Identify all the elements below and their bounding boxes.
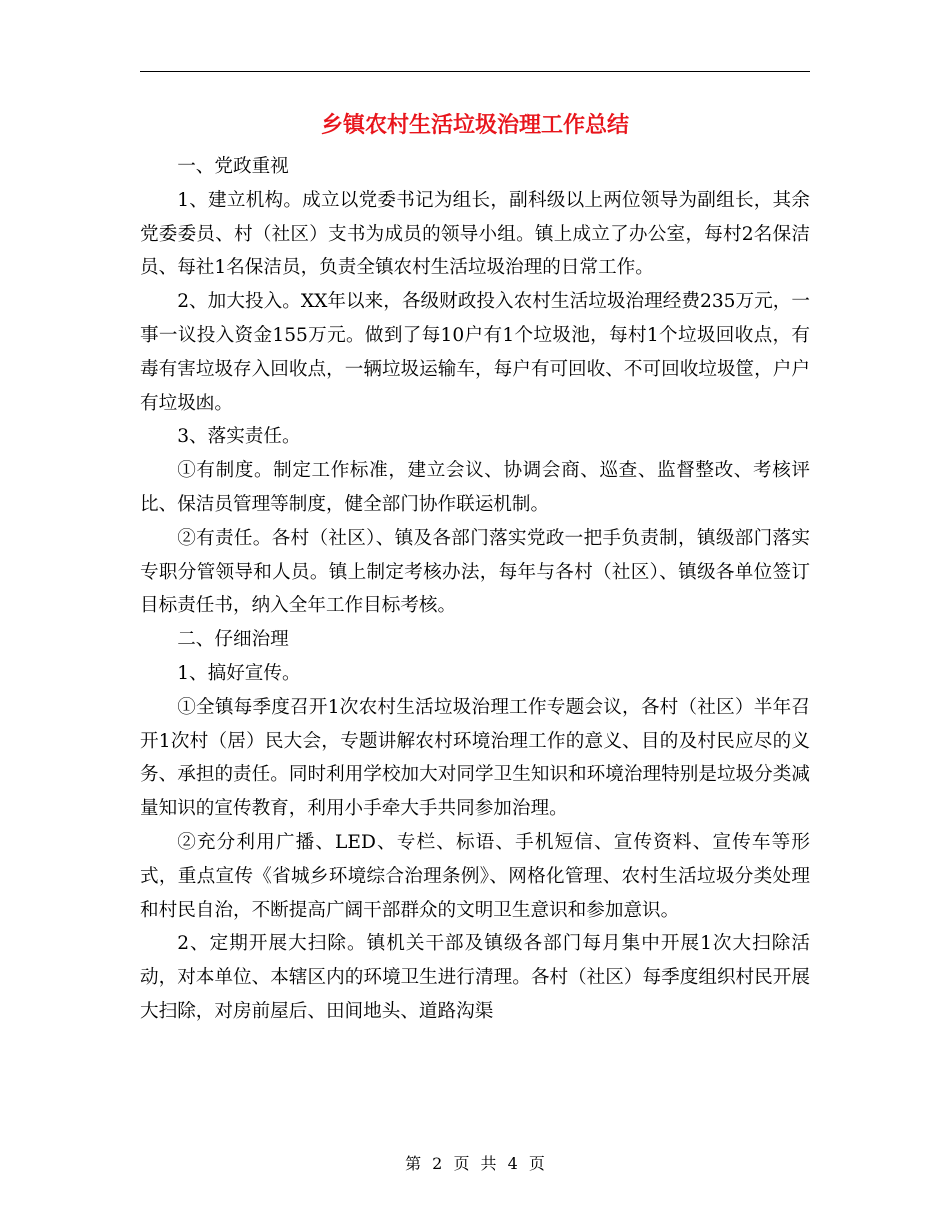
paragraph-regular-cleanup: 2、定期开展大扫除。镇机关干部及镇级各部门每月集中开展1次大扫除活动，对本单位、本辖区内的环境卫生进行清理。各村（社区）每季度组织村民开展大扫除，对房前屋后、田间地头、道路沟渠 (140, 933, 810, 1022)
paragraph-establish-organization: 1、建立机构。成立以党委书记为组长，副科级以上两位领导为副组长，其余党委委员、村（社区）支书为成员的领导小组。镇上成立了办公室，每村2名保洁员、每社1名保洁员，负责全镇农村生活垃圾治理的日常工作。 (140, 189, 810, 279)
document-body (140, 150, 810, 1029)
paragraph-has-responsibility: ②有责任。各村（社区）、镇及各部门落实党政一把手负责制，镇级部门落实专职分管领导和人员。镇上制定考核办法，每年与各村（社区）、镇级各单位签订目标责任书，纳入全年工作目标考核。 (140, 527, 810, 617)
paragraph-has-system: ①有制度。制定工作标准，建立会议、协调会商、巡查、监督整改、考核评比、保洁员管理等制度，健全部门协作联运机制。 (140, 460, 810, 515)
paragraph-implement-responsibility: 3、落实责任。 (177, 426, 301, 448)
paragraph-media-campaign: ②充分利用广播、LED、专栏、标语、手机短信、宣传资料、宣传车等形式，重点宣传《省城乡环境综合治理条例》、网格化管理、农村生活垃圾分类处理和村民自治，不断提高广阔干部群众的文明卫生意识和参加意识。 (140, 831, 810, 921)
paragraph-meetings: ①全镇每季度召开1次农村生活垃圾治理工作专题会议，各村（社区）半年召开1次村（居）民大会，专题讲解农村环境治理工作的意义、目的及村民应尽的义务、承担的责任。同时利用学校加大对同学卫生知识和环境治理特别是垃圾分类减量知识的宣传教育，利用小手牵大手共同参加治理。 (140, 696, 810, 820)
section-heading-party-attention: 一、党政重视 (177, 156, 289, 177)
document-title: 乡镇农村生活垃圾治理工作总结 (320, 113, 629, 138)
paragraph-increase-investment: 2、加大投入。XX年以来，各级财政投入农村生活垃圾治理经费235万元，一事一议投入资金155万元。做到了每10户有1个垃圾池，每村1个垃圾回收点，有毒有害垃圾存入回收点，一辆垃圾运输车，每户有可回收、不可回收垃圾筐，户户有垃圾凼。 (140, 291, 810, 414)
header-rule (140, 71, 810, 72)
section-heading-careful-governance: 二、仔细治理 (177, 629, 289, 651)
page-number-footer: 第 2 页 共 4 页 (405, 1154, 545, 1173)
paragraph-publicity: 1、搞好宣传。 (177, 662, 301, 684)
